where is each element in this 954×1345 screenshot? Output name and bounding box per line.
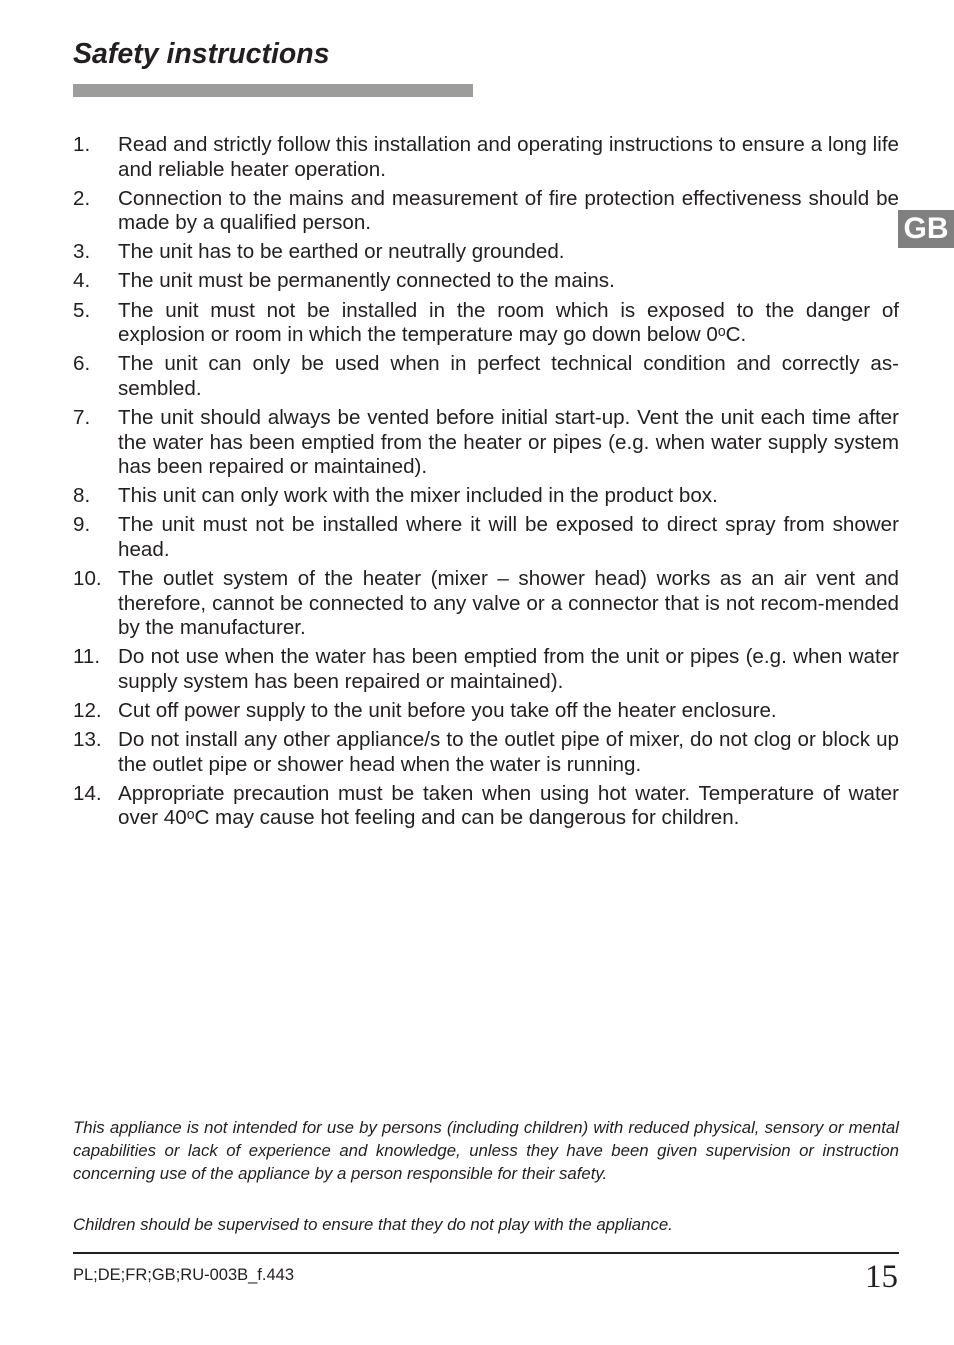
item-text: This unit can only work with the mixer included in the product box. [118,484,718,508]
instruction-item [73,513,899,562]
item-text: Do not use when the water has been emptied from the unit or pipes (e.g. when water supply system has been repaired or maintained). [118,645,899,693]
item-number: 2. [73,186,91,210]
instruction-item [73,406,899,480]
item-text: The outlet system of the heater (mixer – shower head) works as an air vent and therefore, cannot be connected to any valve or a connector that is not recom-mended by the manufacturer. [118,567,899,640]
item-number: 5. [73,298,91,322]
appliance-use-notice: This appliance is not intended for use by persons (including children) with reduced physical, sensory or mental capabilities or lack of experience and knowledge, unless they have been given supervision or instruction concerning use of the appliance by a person responsible for their safety. [73,1118,899,1183]
item-number: 8. [73,484,91,508]
item-text: Appropriate precaution must be taken when using hot water. Temperature of water over 40ᵒC may cause hot feeling and can be dangerous for children. [118,781,899,830]
item-text: Do not install any other appliance/s to the outlet pipe of mixer, do not clog or block up the outlet pipe or shower head when the water is running. [118,728,899,776]
item-number: 11. [73,645,101,669]
item-number: 12. [73,698,102,722]
item-number: 3. [73,240,91,264]
item-number: 6. [73,352,91,376]
page-title: Safety instructions [73,38,330,70]
safety-instructions-list [73,133,899,835]
instruction-item [73,728,899,777]
language-tab: GB [898,210,954,248]
item-text: Connection to the mains and measurement of fire protection effectiveness should be made by a qualified person. [118,186,899,235]
item-text: Cut off power supply to the unit before you take off the heater enclosure. [118,698,777,722]
instruction-item [73,484,899,509]
document-code: PL;DE;FR;GB;RU-003B_f.443 [73,1266,295,1284]
instruction-item [73,187,899,236]
children-supervision-notice: Children should be supervised to ensure that they do not play with the appliance. [73,1215,673,1234]
instruction-item [73,269,899,294]
item-text: The unit can only be used when in perfect technical condition and correctly as-sembled. [118,352,899,400]
instruction-item [73,133,899,182]
page-number: 15 [865,1259,898,1295]
item-number: 13. [73,728,102,752]
instruction-item [73,352,899,401]
instruction-item [73,699,899,724]
title-underline-bar [73,84,473,97]
item-number: 4. [73,269,91,293]
instruction-item [73,299,899,348]
item-number: 14. [73,781,102,805]
item-text: Read and strictly follow this installation and operating instructions to ensure a long life and reliable heater operation. [118,133,899,181]
footer-divider [73,1252,899,1254]
item-text: The unit must not be installed in the room which is exposed to the danger of explosion or room in which the temperature may go down below 0ᵒC. [118,298,899,347]
item-text: The unit must be permanently connected to the mains. [118,269,615,293]
instruction-item [73,567,899,641]
instruction-item [73,645,899,694]
item-number: 10. [73,567,102,590]
item-number: 1. [73,133,91,156]
item-text: The unit must not be installed where it will be exposed to direct spray from shower head. [118,513,899,561]
instruction-item [73,240,899,265]
item-text: The unit should always be vented before initial start-up. Vent the unit each time after the water has been emptied from the heater or pipes (e.g. when water supply system has been repaired or maintained). [118,405,899,479]
item-number: 9. [73,513,91,537]
instruction-item [73,782,899,831]
item-number: 7. [73,405,91,429]
item-text: The unit has to be earthed or neutrally grounded. [118,240,565,264]
